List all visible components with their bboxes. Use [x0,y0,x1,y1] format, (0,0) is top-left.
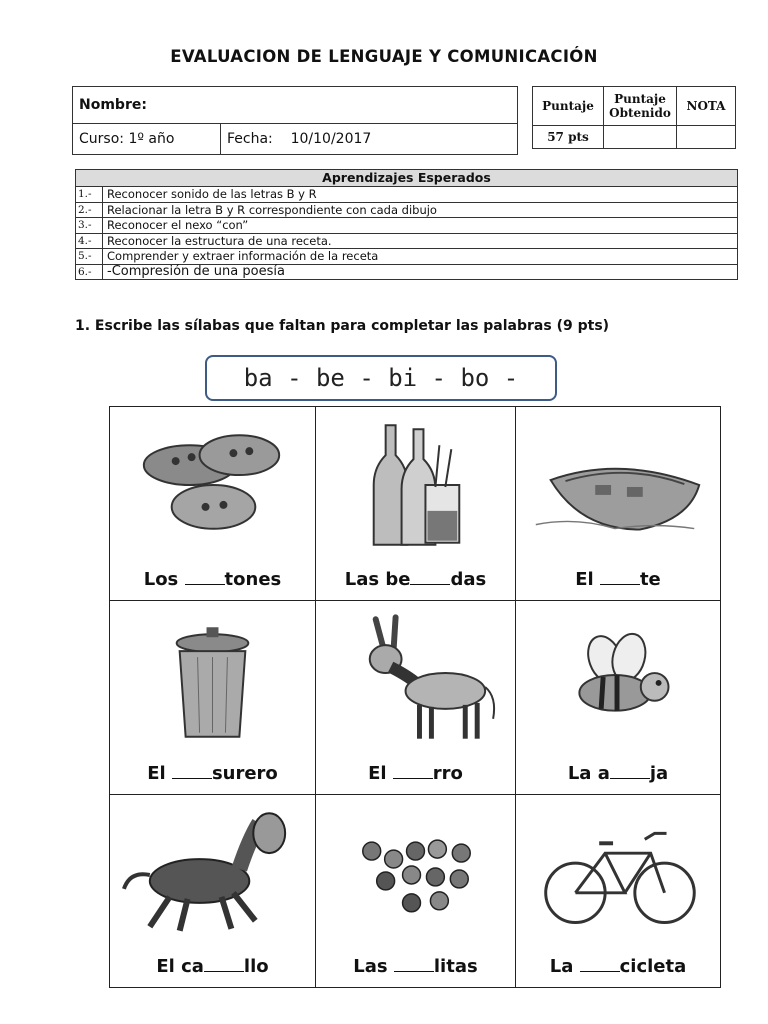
donkey-icon [316,609,515,749]
learning-header: Aprendizajes Esperados [76,170,738,187]
blank-line [185,570,225,585]
student-info-table [72,86,518,155]
puntaje-label: Puntaje [533,87,604,126]
curso-value: 1º año [128,131,175,147]
card-boat [516,407,720,601]
word-label: El te [575,569,661,590]
blank-line [393,764,433,779]
row-number: 6.- [76,264,103,280]
row-text: Relacionar la letra B y R correspondiente con cada dibujo [103,202,738,218]
nota-value [677,126,736,149]
card-marbles [316,795,516,987]
row-text: -Compresión de una poesía [103,264,738,280]
card-trash-can [110,601,316,795]
question-1: 1. Escribe las sílabas que faltan para completar las palabras (9 pts) [75,318,610,334]
row-text: Reconocer el nexo “con” [103,218,738,234]
word-label: La cicleta [549,956,687,977]
learning-objectives-table [75,169,738,280]
puntaje-obtenido-value [604,126,677,149]
boat-icon [516,415,720,555]
row-text: Reconocer sonido de las letras B y R [103,187,738,203]
trash-can-icon [110,609,315,749]
fecha-value: 10/10/2017 [290,131,372,147]
syllable-box: ba - be - bi - bo - [205,355,557,401]
table-row [76,249,738,265]
row-number: 1.- [76,187,103,203]
horse-icon [110,803,315,943]
table-row [76,264,738,280]
row-text: Reconocer la estructura de una receta. [103,233,738,249]
blank-line [610,764,650,779]
word-label: Los tones [143,569,282,590]
nombre-label: Nombre: [73,87,518,124]
fecha-label: Fecha: [227,131,273,147]
bottles-icon [316,415,515,555]
picture-grid [109,406,721,988]
marbles-icon [316,803,515,943]
curso-label: Curso: [79,131,124,147]
nota-label: NOTA [677,87,736,126]
blank-line [204,957,244,972]
table-row [76,218,738,234]
puntaje-value: 57 pts [533,126,604,149]
word-label: El rro [368,763,463,784]
word-label: El ca llo [156,956,269,977]
table-row [76,187,738,203]
word-label: Las be das [344,569,487,590]
row-number: 3.- [76,218,103,234]
puntaje-obtenido-label: Puntaje Obtenido [604,87,677,126]
card-bee [516,601,720,795]
row-number: 5.- [76,249,103,265]
bicycle-icon [516,803,720,943]
score-table [532,86,736,149]
row-number: 4.- [76,233,103,249]
table-row [76,233,738,249]
card-buttons [110,407,316,601]
card-bottles [316,407,516,601]
buttons-icon [110,415,315,555]
word-label: El surero [147,763,278,784]
card-donkey [316,601,516,795]
blank-line [600,570,640,585]
card-bicycle [516,795,720,987]
word-label: La a ja [567,763,669,784]
bee-icon [516,609,720,749]
row-number: 2.- [76,202,103,218]
blank-line [580,957,620,972]
row-text: Comprender y extraer información de la receta [103,249,738,265]
blank-line [394,957,434,972]
blank-line [410,570,450,585]
card-horse [110,795,316,987]
blank-line [172,764,212,779]
page-title: EVALUACION DE LENGUAJE Y COMUNICACIÓN [170,47,598,66]
table-row [76,202,738,218]
word-label: Las litas [353,956,478,977]
